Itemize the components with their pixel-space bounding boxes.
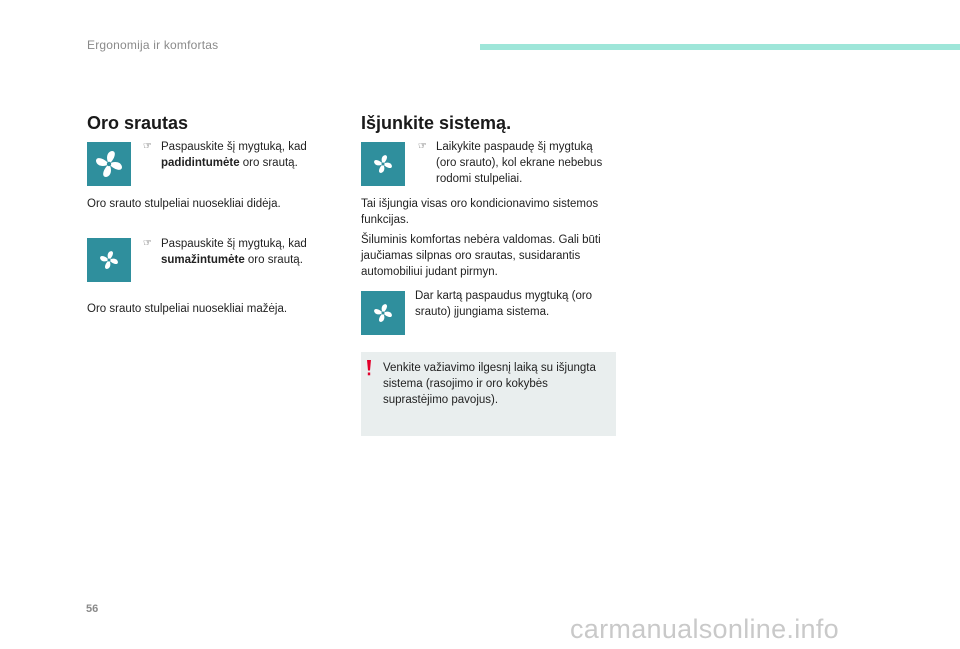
pointing-hand-icon: ☞ (418, 141, 427, 152)
fan-button-decrease (87, 238, 131, 282)
section-title-system-off: Išjunkite sistemą. (361, 113, 512, 133)
fan-button-on (361, 291, 405, 335)
fan-button-increase (87, 142, 131, 186)
exclamation-icon (366, 360, 372, 376)
pointing-hand-icon: ☞ (143, 238, 152, 249)
header-accent-bar (480, 44, 960, 50)
section-title-airflow: Oro srautas (87, 113, 189, 133)
running-header: Ergonomija ir komfortas (87, 38, 219, 52)
fan-button-off (361, 142, 405, 186)
paragraph-thermal-comfort: Šiluminis komfortas nebėra valdomas. Gali būti jaučiamas silpnas oro srautas, susidarantis automobiliui judant pirmyn. (361, 234, 601, 278)
instruction-decrease: ☞ Paspauskite šį mygtuką, kad sumažintumėte oro srautą. (143, 238, 307, 266)
paragraph-system-on: Dar kartą paspaudus mygtuką (oro srauto) įjungiama sistema. (415, 290, 593, 318)
watermark: carmanualsonline.info (570, 614, 839, 644)
paragraph-increase-result: Oro srauto stulpeliai nuosekliai didėja. (87, 198, 281, 210)
page-number: 56 (86, 603, 99, 615)
instruction-increase: ☞ Paspauskite šį mygtuką, kad padidintumėte oro srautą. (143, 141, 307, 169)
warning-text: Venkite važiavimo ilgesnį laiką su išjungta sistema (rasojimo ir oro kokybės suprastėjimo pavojus). (383, 362, 596, 406)
fan-icon (372, 153, 394, 175)
fan-icon (93, 148, 125, 180)
paragraph-disables-ac: Tai išjungia visas oro kondicionavimo sistemos funkcijas. (361, 198, 599, 226)
instruction-system-off: ☞ Laikykite paspaudę šį mygtuką (oro srauto), kol ekrane nebebus rodomi stulpeliai. (418, 141, 603, 185)
paragraph-decrease-result: Oro srauto stulpeliai nuosekliai mažėja. (87, 303, 288, 315)
fan-icon (372, 302, 394, 324)
fan-icon (98, 249, 120, 271)
pointing-hand-icon: ☞ (143, 141, 152, 152)
